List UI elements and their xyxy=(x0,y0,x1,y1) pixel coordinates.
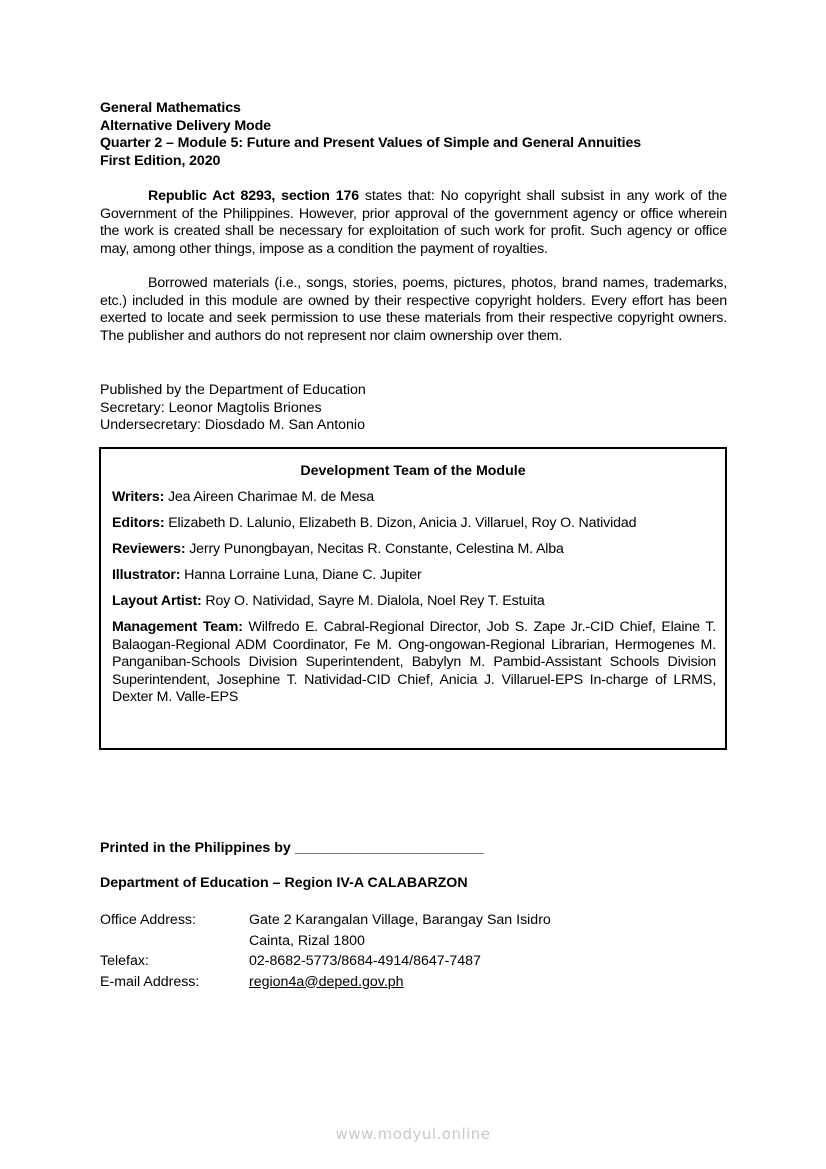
undersecretary-line: Undersecretary: Diosdado M. San Antonio xyxy=(100,417,365,433)
printed-by: Printed in the Philippines by ________________________ xyxy=(100,840,485,856)
contact-label: E-mail Address: xyxy=(100,973,200,990)
contact-label xyxy=(100,931,249,952)
team-label: Layout Artist: xyxy=(112,593,202,609)
secretary-line: Secretary: Leonor Magtolis Briones xyxy=(100,399,322,416)
borrowed-materials-paragraph xyxy=(100,275,727,345)
copyright-paragraph xyxy=(100,188,727,258)
team-value: Wilfredo E. Cabral-Regional Director, Job S. Zape Jr.-CID Chief, Elaine T. Balaogan-Regional ADM Coordinator, Fe M. Ong-ongowan-Regional Librarian, Hermogenes M. Panganiban-Schools Division Superintendent, Babylyn M. Pambid-Assistant Schools Division Superintendent, Josephine T. Natividad-CID Chief, Anicia J. Villaruel-EPS In-charge of LRMS, Dexter M. Valle-EPS xyxy=(112,619,716,706)
team-label: Reviewers: xyxy=(112,541,186,557)
contact-value: 02-8682-5773/8684-4914/8647-7487 xyxy=(249,953,481,969)
team-value: Jea Aireen Charimae M. de Mesa xyxy=(164,489,374,505)
team-row-reviewers xyxy=(112,541,716,559)
team-label: Editors: xyxy=(112,515,165,531)
team-row-editors xyxy=(112,515,716,533)
law-reference: Republic Act 8293, section 176 xyxy=(148,188,359,204)
team-row-management xyxy=(112,619,716,707)
team-label: Writers: xyxy=(112,489,165,505)
publisher-info xyxy=(100,382,366,435)
law-text: states that: No copyright shall subsist in any work of the Government of the Philippines. However, prior approval of the government agency or office wherein the work is created shall be necessary for exploitation of such work for profit. Such agency or office may, among other things, impose as a condition the payment of royalties. xyxy=(100,188,728,257)
team-row-writers xyxy=(112,489,716,507)
team-label: Illustrator: xyxy=(112,567,181,583)
subject-title: General Mathematics xyxy=(100,100,241,116)
contact-label: Telefax: xyxy=(100,953,149,969)
team-value: Elizabeth D. Lalunio, Elizabeth B. Dizon, Anicia J. Villaruel, Roy O. Natividad xyxy=(164,515,637,531)
email-link[interactable]: region4a@deped.gov.ph xyxy=(249,973,404,990)
borrowed-text: Borrowed materials (i.e., songs, stories, poems, pictures, photos, brand names, trademarks, etc.) included in this module are owned by their respective copyright holders. Every effort has been exerted to locate and seek permission to use these materials from their respective copyright owners. The publisher and authors do not represent nor claim ownership over them. xyxy=(100,275,727,344)
contact-row-office-2 xyxy=(100,931,551,952)
document-header xyxy=(100,100,730,170)
team-value: Roy O. Natividad, Sayre M. Dialola, Noel Rey T. Estuita xyxy=(201,593,545,609)
contact-row-email xyxy=(100,972,551,993)
team-title: Development Team of the Module xyxy=(300,463,526,479)
team-row-layout-artist xyxy=(112,593,716,611)
development-team-box xyxy=(99,447,727,750)
module-title: Quarter 2 – Module 5: Future and Present Values of Simple and General Annuities xyxy=(100,135,642,151)
contact-value: Cainta, Rizal 1800 xyxy=(249,932,365,949)
contact-row-telefax xyxy=(100,951,551,972)
contact-value: Gate 2 Karangalan Village, Barangay San Isidro xyxy=(249,912,551,928)
publisher-line: Published by the Department of Education xyxy=(100,382,366,398)
contact-row-office xyxy=(100,910,551,931)
team-value: Hanna Lorraine Luna, Diane C. Jupiter xyxy=(180,567,422,583)
team-row-illustrator xyxy=(112,567,716,585)
delivery-mode: Alternative Delivery Mode xyxy=(100,117,271,134)
contact-label: Office Address: xyxy=(100,912,196,928)
team-label: Management Team: xyxy=(112,619,243,635)
watermark: www.modyul.online xyxy=(335,1125,491,1143)
team-value: Jerry Punongbayan, Necitas R. Constante, Celestina M. Alba xyxy=(185,541,564,557)
contact-info xyxy=(100,910,551,992)
edition: First Edition, 2020 xyxy=(100,152,221,169)
deped-region: Department of Education – Region IV-A CALABARZON xyxy=(100,875,468,891)
